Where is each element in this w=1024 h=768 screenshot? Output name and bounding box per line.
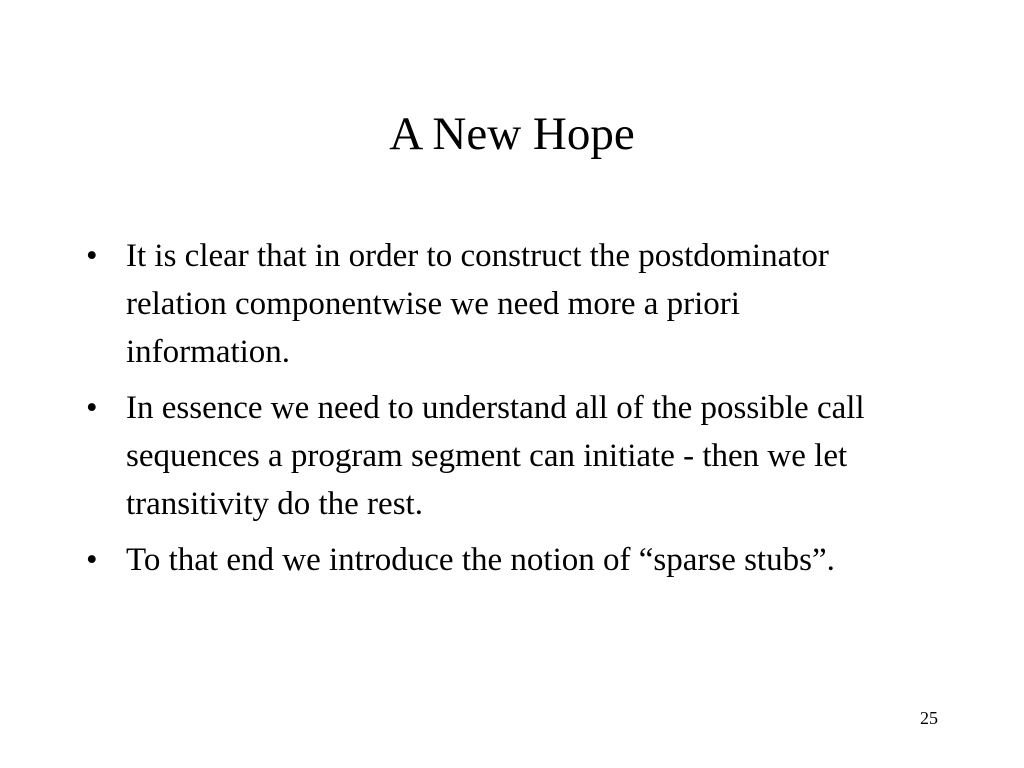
bullet-list (82, 232, 912, 592)
bullet-item (82, 232, 912, 376)
bullet-item (82, 536, 912, 584)
bullet-icon: • (86, 542, 98, 578)
bullet-text: It is clear that in order to construct the postdominator relation componentwise we need more a priori information. (126, 238, 829, 370)
bullet-text: To that end we introduce the notion of “sparse stubs”. (126, 542, 835, 578)
page-number: 25 (920, 708, 938, 728)
slide-title: A New Hope (389, 108, 635, 160)
bullet-text: In essence we need to understand all of the possible call sequences a program segment can initiate - then we let transitivity do the rest. (126, 390, 865, 522)
bullet-icon: • (86, 390, 98, 426)
bullet-item (82, 384, 912, 528)
bullet-icon: • (86, 238, 98, 274)
